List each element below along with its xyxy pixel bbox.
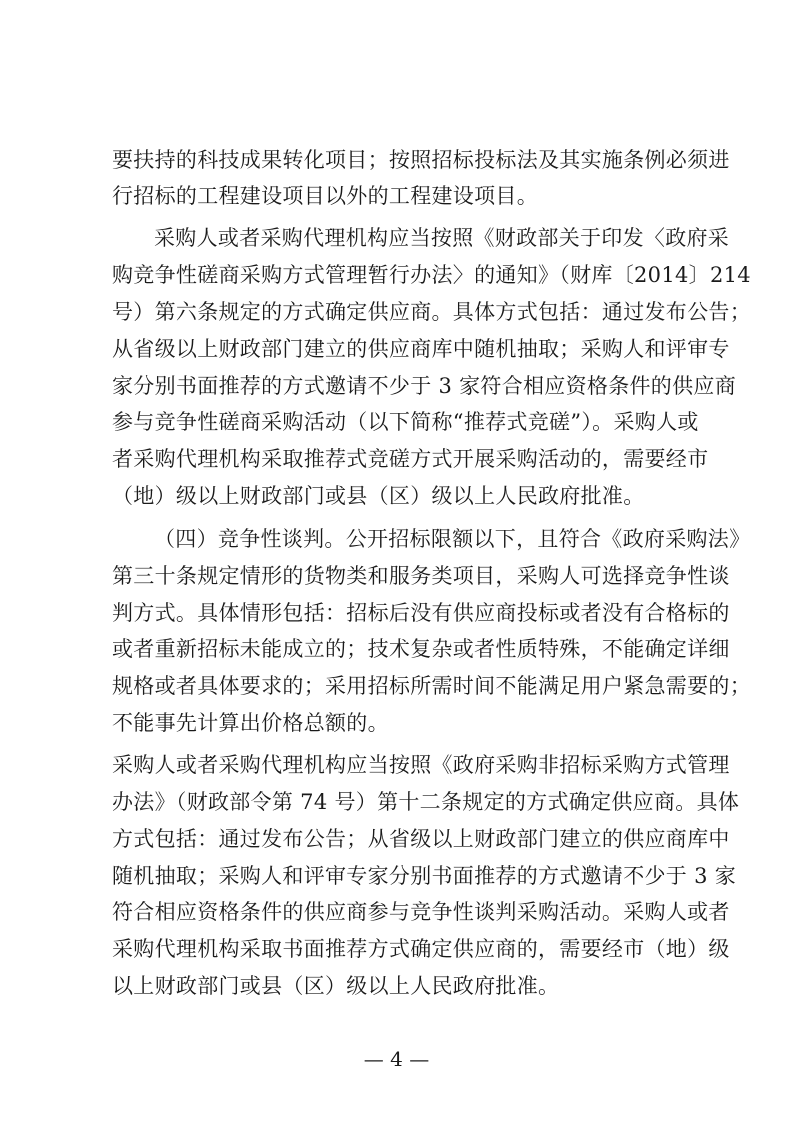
section-heading-line: （四）竞争性谈判。公开招标限额以下，且符合《政府采购法》	[154, 527, 751, 551]
text-line: 规格或者具体要求的；采用招标所需时间不能满足用户紧急需要的；	[112, 674, 751, 698]
text-line: 家分别书面推荐的方式邀请不少于 3 家符合相应资格条件的供应商	[112, 374, 737, 398]
text-line: 办法》（财政部令第 74 号）第十二条规定的方式确定供应商。具体	[112, 790, 740, 814]
text-line: 不能事先计算出价格总额的。	[112, 711, 389, 735]
text-line: 随机抽取；采购人和评审专家分别书面推荐的方式邀请不少于 3 家	[112, 864, 737, 888]
text-line: 方式包括：通过发布公告；从省级以上财政部门建立的供应商库中	[112, 827, 730, 851]
text-line: 参与竞争性磋商采购活动（以下简称“推荐式竞磋”）。采购人或	[112, 410, 699, 434]
text-line: 第三十条规定情形的货物类和服务类项目，采购人可选择竞争性谈	[112, 564, 730, 588]
text-line: 号）第六条规定的方式确定供应商。具体方式包括：通过发布公告；	[112, 300, 751, 324]
text-line: 要扶持的科技成果转化项目；按照招标投标法及其实施条例必须进	[112, 148, 730, 172]
text-line: 判方式。具体情形包括：招标后没有供应商投标或者没有合格标的	[112, 601, 730, 625]
page-number: — 4 —	[363, 1047, 430, 1071]
text-line: 购竞争性磋商采购方式管理暂行办法〉的通知》（财库〔2014〕214	[112, 263, 751, 287]
text-line: 以上财政部门或县（区）级以上人民政府批准。	[112, 974, 560, 998]
paragraph-start-line: 采购人或者采购代理机构应当按照《财政部关于印发〈政府采	[154, 226, 730, 250]
text-line: （地）级以上财政部门或县（区）级以上人民政府批准。	[112, 484, 645, 508]
text-line: 采购人或者采购代理机构应当按照《政府采购非招标采购方式管理	[112, 753, 730, 777]
text-line: 或者重新招标未能成立的；技术复杂或者性质特殊，不能确定详细	[112, 637, 730, 661]
text-line: 从省级以上财政部门建立的供应商库中随机抽取；采购人和评审专	[112, 337, 730, 361]
text-line: 者采购代理机构采取推荐式竞磋方式开展采购活动的，需要经市	[112, 447, 709, 471]
text-line: 采购代理机构采取书面推荐方式确定供应商的，需要经市（地）级	[112, 937, 730, 961]
text-line: 行招标的工程建设项目以外的工程建设项目。	[112, 184, 538, 208]
text-line: 符合相应资格条件的供应商参与竞争性谈判采购活动。采购人或者	[112, 900, 730, 924]
